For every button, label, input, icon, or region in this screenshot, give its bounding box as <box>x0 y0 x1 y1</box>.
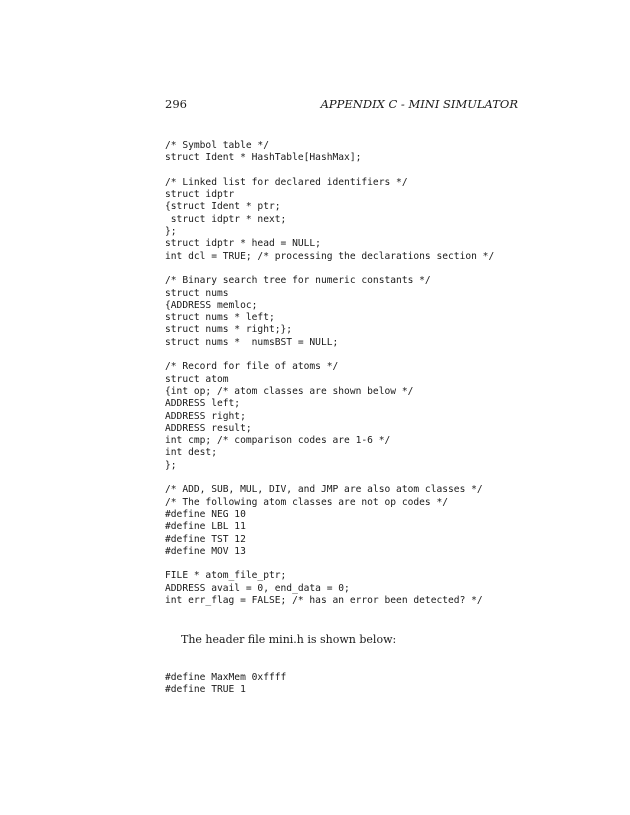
code-line: struct nums * numsBST = NULL; <box>165 336 339 348</box>
code-line: int err_flag = FALSE; /* has an error been detected? */ <box>165 594 483 606</box>
page-header <box>165 97 518 113</box>
code-line: #define TST 12 <box>165 533 246 545</box>
code-line: #define LBL 11 <box>165 521 246 533</box>
code-line: #define TRUE 1 <box>165 684 246 696</box>
code-line: struct idptr * head = NULL; <box>165 238 321 250</box>
code-line: {int op; /* atom classes are shown below */ <box>165 385 414 397</box>
code-line: int cmp; /* comparison codes are 1-6 */ <box>165 435 391 447</box>
code-line: /* The following atom classes are not op codes */ <box>165 496 449 508</box>
code-line: {struct Ident * ptr; <box>165 201 281 213</box>
code-line: /* Record for file of atoms */ <box>165 361 339 373</box>
code-line <box>165 472 494 484</box>
page-number: 296 <box>165 97 187 111</box>
code-line: ADDRESS avail = 0, end_data = 0; <box>165 582 350 594</box>
code-line: struct atom <box>165 373 229 385</box>
code-line: /* ADD, SUB, MUL, DIV, and JMP are also atom classes */ <box>165 484 483 496</box>
code-line <box>165 165 494 177</box>
code-listing-header-file <box>165 672 286 697</box>
code-line: /* Linked list for declared identifiers */ <box>165 176 408 188</box>
code-line <box>165 263 494 275</box>
code-line: /* Symbol table */ <box>165 140 269 151</box>
code-listing-declarations <box>165 140 494 607</box>
code-line: int dcl = TRUE; /* processing the declarations section */ <box>165 250 495 262</box>
code-line: struct nums * left; <box>165 312 275 324</box>
code-line: #define MaxMem 0xffff <box>165 672 287 683</box>
code-line: ADDRESS left; <box>165 398 241 410</box>
code-line <box>165 558 494 570</box>
code-line: /* Binary search tree for numeric constants */ <box>165 275 431 287</box>
code-line: struct nums <box>165 287 229 299</box>
code-line: int dest; <box>165 447 217 459</box>
code-line: }; <box>165 226 177 238</box>
body-paragraph: The header file mini.h is shown below: <box>181 633 397 646</box>
code-line: struct idptr <box>165 189 235 201</box>
code-line: ADDRESS right; <box>165 410 246 422</box>
code-line: #define NEG 10 <box>165 508 246 520</box>
code-line: ADDRESS result; <box>165 422 252 434</box>
code-line: struct nums * right;}; <box>165 324 293 336</box>
code-line: struct idptr * next; <box>165 213 287 225</box>
running-head: APPENDIX C - MINI SIMULATOR <box>320 97 518 111</box>
code-line: struct Ident * HashTable[HashMax]; <box>165 152 362 164</box>
code-line: #define MOV 13 <box>165 545 246 557</box>
code-line: FILE * atom_file_ptr; <box>165 570 287 582</box>
code-line: }; <box>165 459 177 471</box>
code-line: {ADDRESS memloc; <box>165 299 258 311</box>
code-line <box>165 349 494 361</box>
